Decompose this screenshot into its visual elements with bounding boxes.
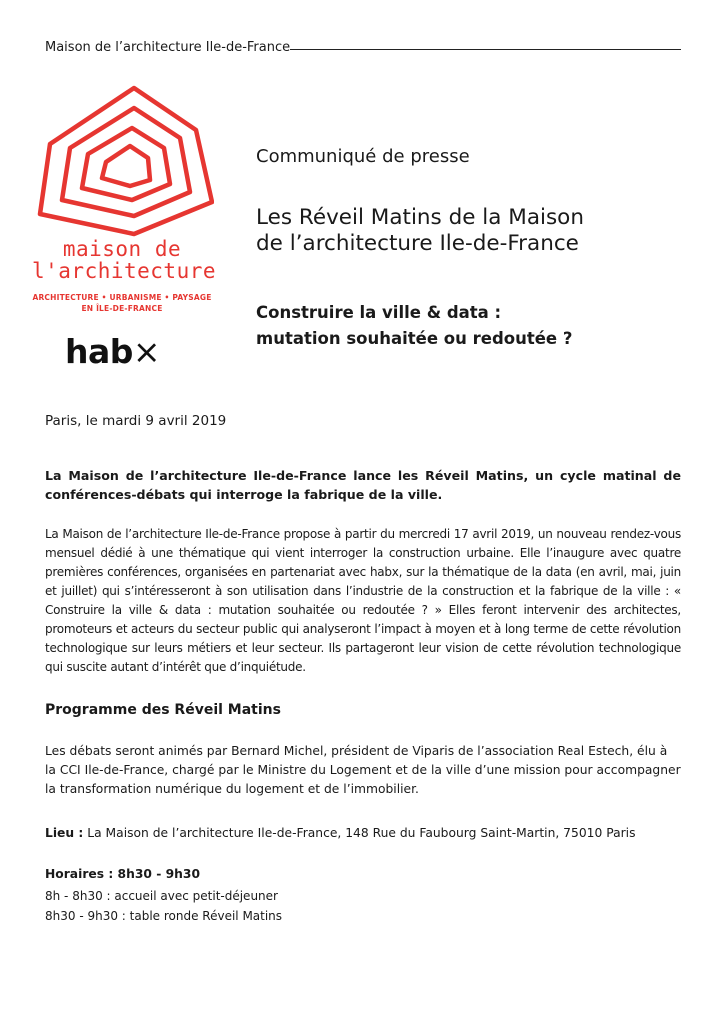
location-label: Lieu : — [45, 826, 84, 840]
intro-paragraph: La Maison de l’architecture Ile-de-France lance les Réveil Matins, un cycle matinal de conférences-débats qui interroge la fabrique de la ville. — [45, 468, 681, 502]
programme-paragraph: Les débats seront animés par Bernard Michel, président de Viparis de l’association Real Estech, élu à la CCI Ile-de-France, chargé par le Ministre du Logement et de la ville d’une mission pour accompagner la transformation numérique du logement et de l’immobilier. — [45, 744, 681, 796]
habx-logo-main: hab — [65, 332, 133, 371]
habx-logo-suffix: × — [132, 332, 161, 371]
hours-line: 8h30 - 9h30 : table ronde Réveil Matins — [45, 909, 283, 923]
habx-logo — [65, 332, 160, 371]
document-title-line1: Les Réveil Matins de la Maison — [256, 205, 584, 230]
logo-tagline — [30, 292, 214, 314]
body-paragraph: La Maison de l’architecture Ile-de-France propose à partir du mercredi 17 avril 2019, un nouveau rendez-vous mensuel dédié à une thématique qui vient interroger la construction urbaine. Elle l’inaugure avec quatre premières conférences, organisées en partenariat avec habx, sur la thématique de la data (en avril, mai, juin et juillet) qui s’intéresseront à son utilisation dans l’industrie de la construction et la fabrique de la ville : « Construire la ville & data : mutation souhaitée ou redoutée ? » Elles feront intervenir des architectes, promoteurs et acteurs du secteur public qui analyseront l’impact à moyen et à long terme de cette révolution technologique sur leurs métiers et leur secteur. Ils partageront leur vision de cette révolution technologique qui suscite autant d’intérêt que d’inquiétude. — [45, 527, 681, 674]
hours-title: Horaires : 8h30 - 9h30 — [45, 867, 201, 881]
logo-subtitle-line2: EN ÎLE-DE-FRANCE — [81, 304, 163, 313]
location-value: La Maison de l’architecture Ile-de-France, 148 Rue du Faubourg Saint-Martin, 75010 Paris — [83, 826, 636, 840]
logo-title-line1: maison de — [62, 237, 182, 261]
document-title-line2: de l’architecture Ile-de-France — [256, 231, 579, 256]
house-outline-logo-icon — [30, 82, 214, 238]
document-type: Communiqué de presse — [256, 146, 470, 167]
dateline: Paris, le mardi 9 avril 2019 — [45, 413, 227, 429]
location-line — [45, 826, 705, 840]
document-subtitle — [256, 300, 696, 352]
document-subtitle-line2: mutation souhaitée ou redoutée ? — [256, 329, 573, 348]
header-org-name: Maison de l’architecture Ile-de-France — [45, 40, 291, 55]
programme-title: Programme des Réveil Matins — [45, 702, 281, 718]
header-rule — [290, 49, 681, 50]
logo-subtitle-line1: ARCHITECTURE • URBANISME • PAYSAGE — [32, 293, 212, 302]
logo-title-line2: l'architecture — [32, 259, 217, 283]
document-subtitle-line1: Construire la ville & data : — [256, 303, 502, 322]
logo-wordmark — [32, 237, 217, 283]
hours-line: 8h - 8h30 : accueil avec petit-déjeuner — [45, 889, 278, 903]
document-title — [256, 205, 696, 257]
